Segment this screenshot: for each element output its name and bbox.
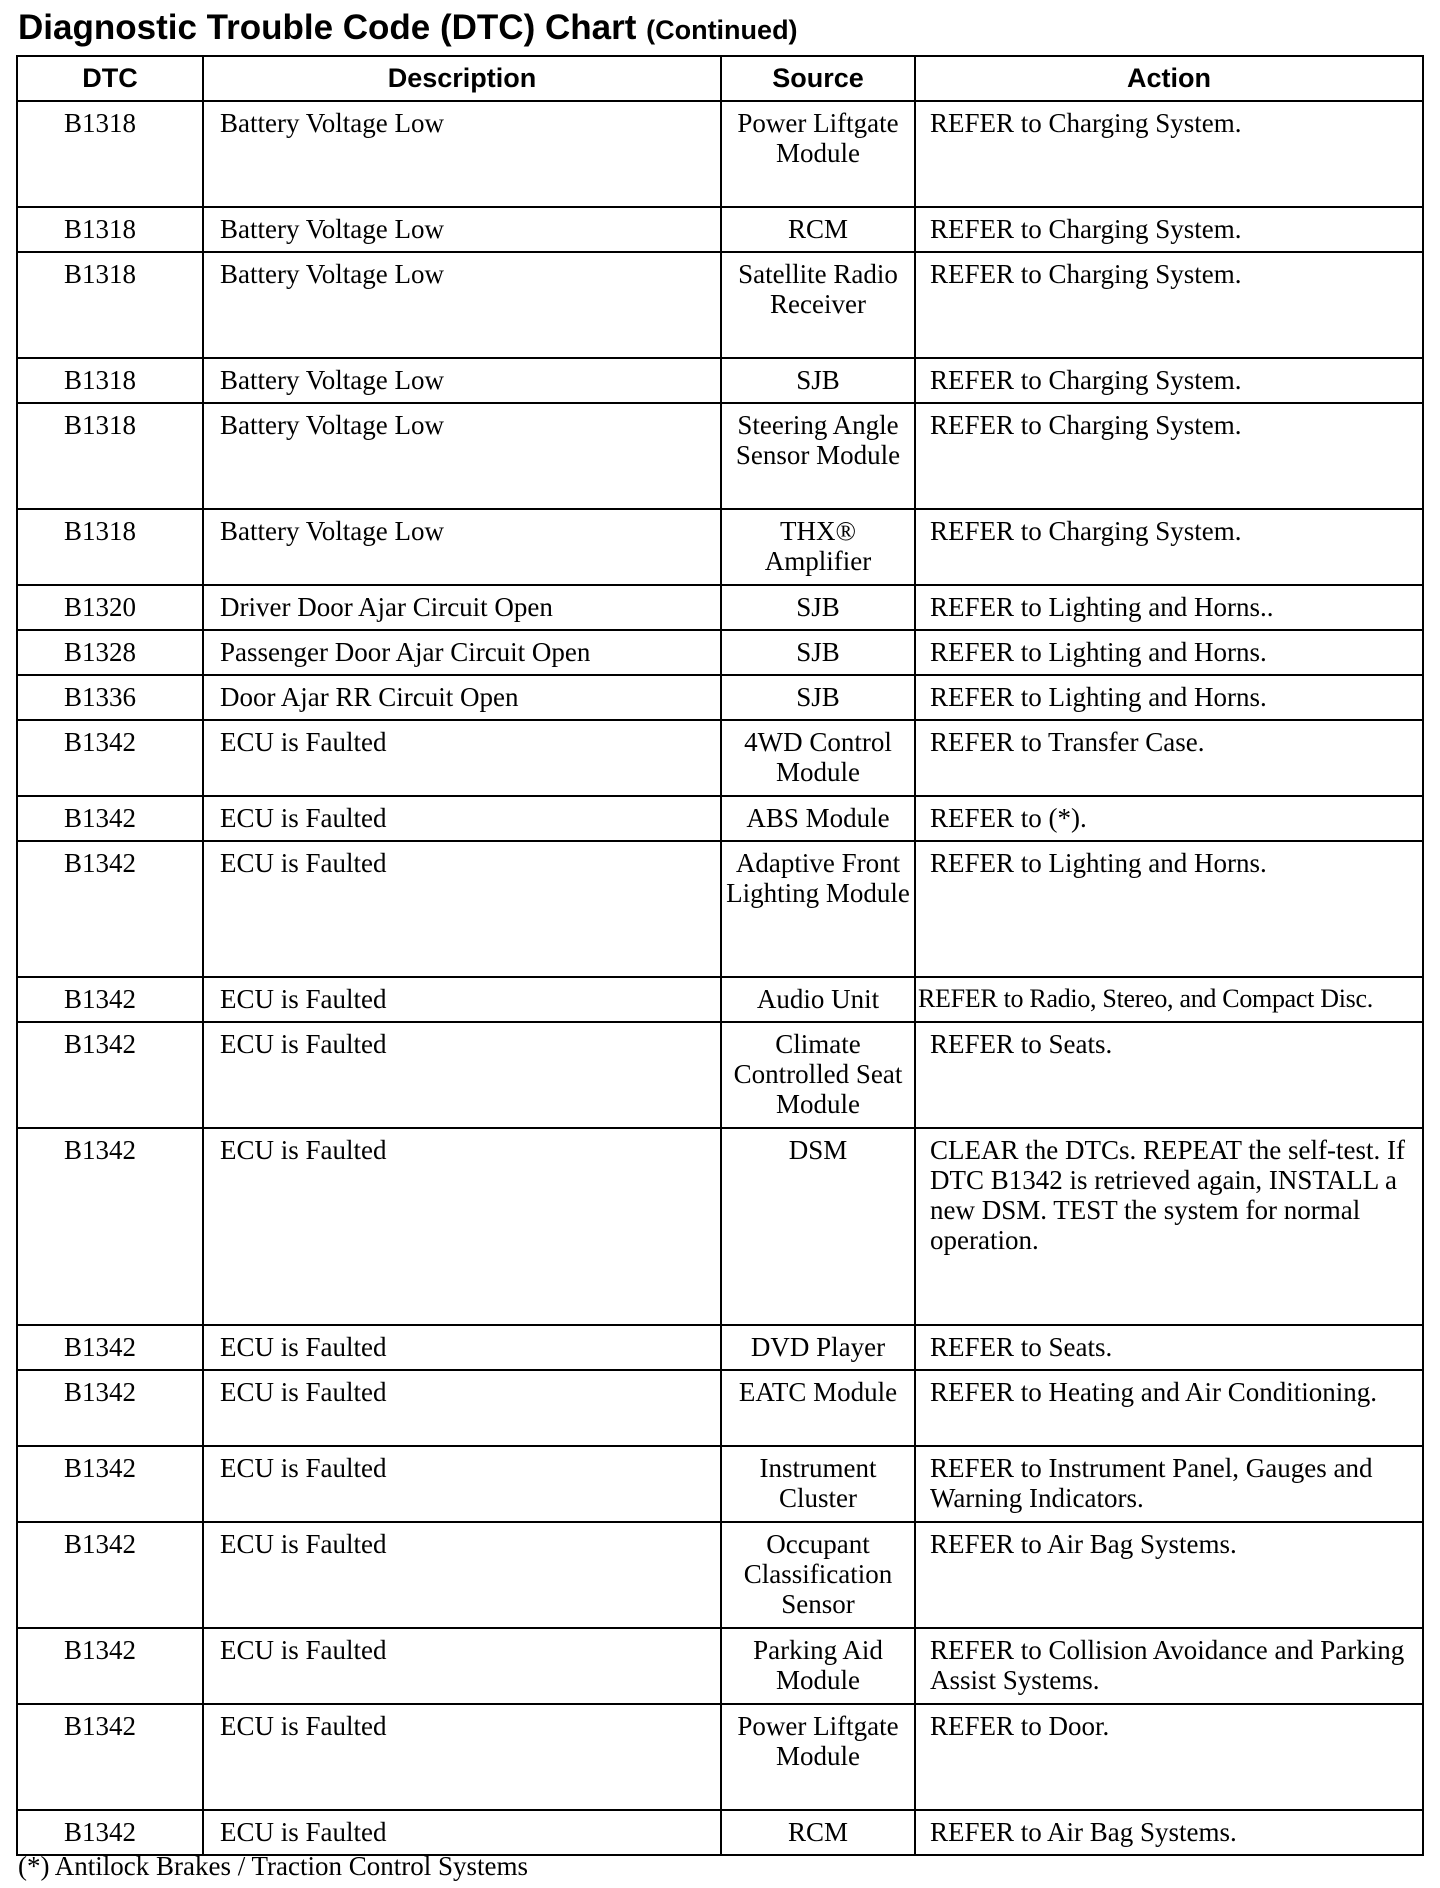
dtc-chart-table: [16, 55, 1424, 1856]
dtc-cell: B1318: [17, 509, 203, 585]
table-row: [17, 585, 1423, 630]
action-cell: REFER to Lighting and Horns..: [915, 585, 1423, 630]
description-cell: ECU is Faulted: [203, 1628, 721, 1704]
action-cell: REFER to Lighting and Horns.: [915, 841, 1423, 977]
source-cell: Satellite Radio Receiver: [721, 252, 915, 358]
column-header-source: Source: [721, 56, 915, 101]
table-row: [17, 207, 1423, 252]
description-cell: Battery Voltage Low: [203, 207, 721, 252]
dtc-cell: B1342: [17, 1128, 203, 1325]
source-cell: DVD Player: [721, 1325, 915, 1370]
table-row: [17, 101, 1423, 207]
dtc-cell: B1342: [17, 796, 203, 841]
source-cell: 4WD Control Module: [721, 720, 915, 796]
dtc-cell: B1342: [17, 720, 203, 796]
dtc-cell: B1342: [17, 977, 203, 1022]
description-cell: Driver Door Ajar Circuit Open: [203, 585, 721, 630]
dtc-cell: B1342: [17, 841, 203, 977]
dtc-cell: B1342: [17, 1022, 203, 1128]
action-cell: REFER to Heating and Air Conditioning.: [915, 1370, 1423, 1446]
source-cell: ABS Module: [721, 796, 915, 841]
action-cell: REFER to Charging System.: [915, 509, 1423, 585]
description-cell: ECU is Faulted: [203, 1370, 721, 1446]
dtc-cell: B1342: [17, 1810, 203, 1855]
dtc-cell: B1342: [17, 1704, 203, 1810]
dtc-cell: B1318: [17, 358, 203, 403]
table-row: [17, 252, 1423, 358]
dtc-cell: B1342: [17, 1446, 203, 1522]
description-cell: ECU is Faulted: [203, 1522, 721, 1628]
table-row: [17, 1704, 1423, 1810]
dtc-cell: B1318: [17, 403, 203, 509]
column-header-dtc: DTC: [17, 56, 203, 101]
table-row: [17, 841, 1423, 977]
table-row: [17, 630, 1423, 675]
action-cell: CLEAR the DTCs. REPEAT the self-test. If DTC B1342 is retrieved again, INSTALL a new DSM. TEST the system for normal operation.: [915, 1128, 1423, 1325]
action-cell: REFER to (*).: [915, 796, 1423, 841]
action-cell: REFER to Charging System.: [915, 252, 1423, 358]
dtc-cell: B1342: [17, 1325, 203, 1370]
table-row: [17, 1522, 1423, 1628]
table-header-row: [17, 56, 1423, 101]
dtc-cell: B1318: [17, 207, 203, 252]
column-header-description: Description: [203, 56, 721, 101]
page-title: [18, 4, 798, 54]
action-cell: REFER to Lighting and Horns.: [915, 675, 1423, 720]
action-cell: REFER to Charging System.: [915, 207, 1423, 252]
action-cell: REFER to Air Bag Systems.: [915, 1522, 1423, 1628]
source-cell: Instrument Cluster: [721, 1446, 915, 1522]
description-cell: ECU is Faulted: [203, 977, 721, 1022]
page-title-main: Diagnostic Trouble Code (DTC) Chart: [18, 8, 637, 47]
source-cell: Adaptive Front Lighting Module: [721, 841, 915, 977]
source-cell: Audio Unit: [721, 977, 915, 1022]
source-cell: SJB: [721, 675, 915, 720]
action-cell: REFER to Radio, Stereo, and Compact Disc.: [915, 977, 1423, 1022]
description-cell: ECU is Faulted: [203, 1810, 721, 1855]
action-cell: REFER to Instrument Panel, Gauges and Warning Indicators.: [915, 1446, 1423, 1522]
description-cell: ECU is Faulted: [203, 1704, 721, 1810]
table-row: [17, 675, 1423, 720]
table-row: [17, 358, 1423, 403]
source-cell: Steering Angle Sensor Module: [721, 403, 915, 509]
action-cell: REFER to Collision Avoidance and Parking Assist Systems.: [915, 1628, 1423, 1704]
action-cell: REFER to Charging System.: [915, 403, 1423, 509]
description-cell: Battery Voltage Low: [203, 403, 721, 509]
description-cell: ECU is Faulted: [203, 1446, 721, 1522]
description-cell: Battery Voltage Low: [203, 358, 721, 403]
table-row: [17, 977, 1423, 1022]
description-cell: ECU is Faulted: [203, 841, 721, 977]
column-header-action: Action: [915, 56, 1423, 101]
description-cell: Door Ajar RR Circuit Open: [203, 675, 721, 720]
description-cell: ECU is Faulted: [203, 1325, 721, 1370]
source-cell: Power Liftgate Module: [721, 101, 915, 207]
source-cell: RCM: [721, 1810, 915, 1855]
dtc-cell: B1342: [17, 1370, 203, 1446]
action-cell: REFER to Charging System.: [915, 358, 1423, 403]
dtc-cell: B1318: [17, 101, 203, 207]
source-cell: SJB: [721, 585, 915, 630]
source-cell: EATC Module: [721, 1370, 915, 1446]
description-cell: ECU is Faulted: [203, 1128, 721, 1325]
table-row: [17, 796, 1423, 841]
table-row: [17, 1022, 1423, 1128]
action-cell: REFER to Lighting and Horns.: [915, 630, 1423, 675]
description-cell: Passenger Door Ajar Circuit Open: [203, 630, 721, 675]
table-row: [17, 509, 1423, 585]
description-cell: Battery Voltage Low: [203, 101, 721, 207]
dtc-cell: B1320: [17, 585, 203, 630]
source-cell: Power Liftgate Module: [721, 1704, 915, 1810]
description-cell: ECU is Faulted: [203, 796, 721, 841]
table-row: [17, 1810, 1423, 1855]
table-row: [17, 1446, 1423, 1522]
footnote: (*) Antilock Brakes / Traction Control Systems: [18, 1851, 528, 1881]
source-cell: Parking Aid Module: [721, 1628, 915, 1704]
table-row: [17, 1325, 1423, 1370]
description-cell: Battery Voltage Low: [203, 509, 721, 585]
action-cell: REFER to Seats.: [915, 1022, 1423, 1128]
source-cell: Occupant Classification Sensor: [721, 1522, 915, 1628]
dtc-cell: B1318: [17, 252, 203, 358]
action-cell: REFER to Door.: [915, 1704, 1423, 1810]
table-row: [17, 403, 1423, 509]
source-cell: DSM: [721, 1128, 915, 1325]
action-cell: REFER to Charging System.: [915, 101, 1423, 207]
dtc-cell: B1336: [17, 675, 203, 720]
table-row: [17, 720, 1423, 796]
action-cell: REFER to Air Bag Systems.: [915, 1810, 1423, 1855]
table-row: [17, 1628, 1423, 1704]
dtc-cell: B1342: [17, 1628, 203, 1704]
source-cell: THX® Amplifier: [721, 509, 915, 585]
source-cell: RCM: [721, 207, 915, 252]
source-cell: Climate Controlled Seat Module: [721, 1022, 915, 1128]
description-cell: Battery Voltage Low: [203, 252, 721, 358]
dtc-cell: B1328: [17, 630, 203, 675]
source-cell: SJB: [721, 358, 915, 403]
page-title-suffix: (Continued): [646, 15, 798, 45]
source-cell: SJB: [721, 630, 915, 675]
action-cell: REFER to Transfer Case.: [915, 720, 1423, 796]
table-row: [17, 1370, 1423, 1446]
description-cell: ECU is Faulted: [203, 1022, 721, 1128]
table-row: [17, 1128, 1423, 1325]
dtc-cell: B1342: [17, 1522, 203, 1628]
description-cell: ECU is Faulted: [203, 720, 721, 796]
action-cell: REFER to Seats.: [915, 1325, 1423, 1370]
